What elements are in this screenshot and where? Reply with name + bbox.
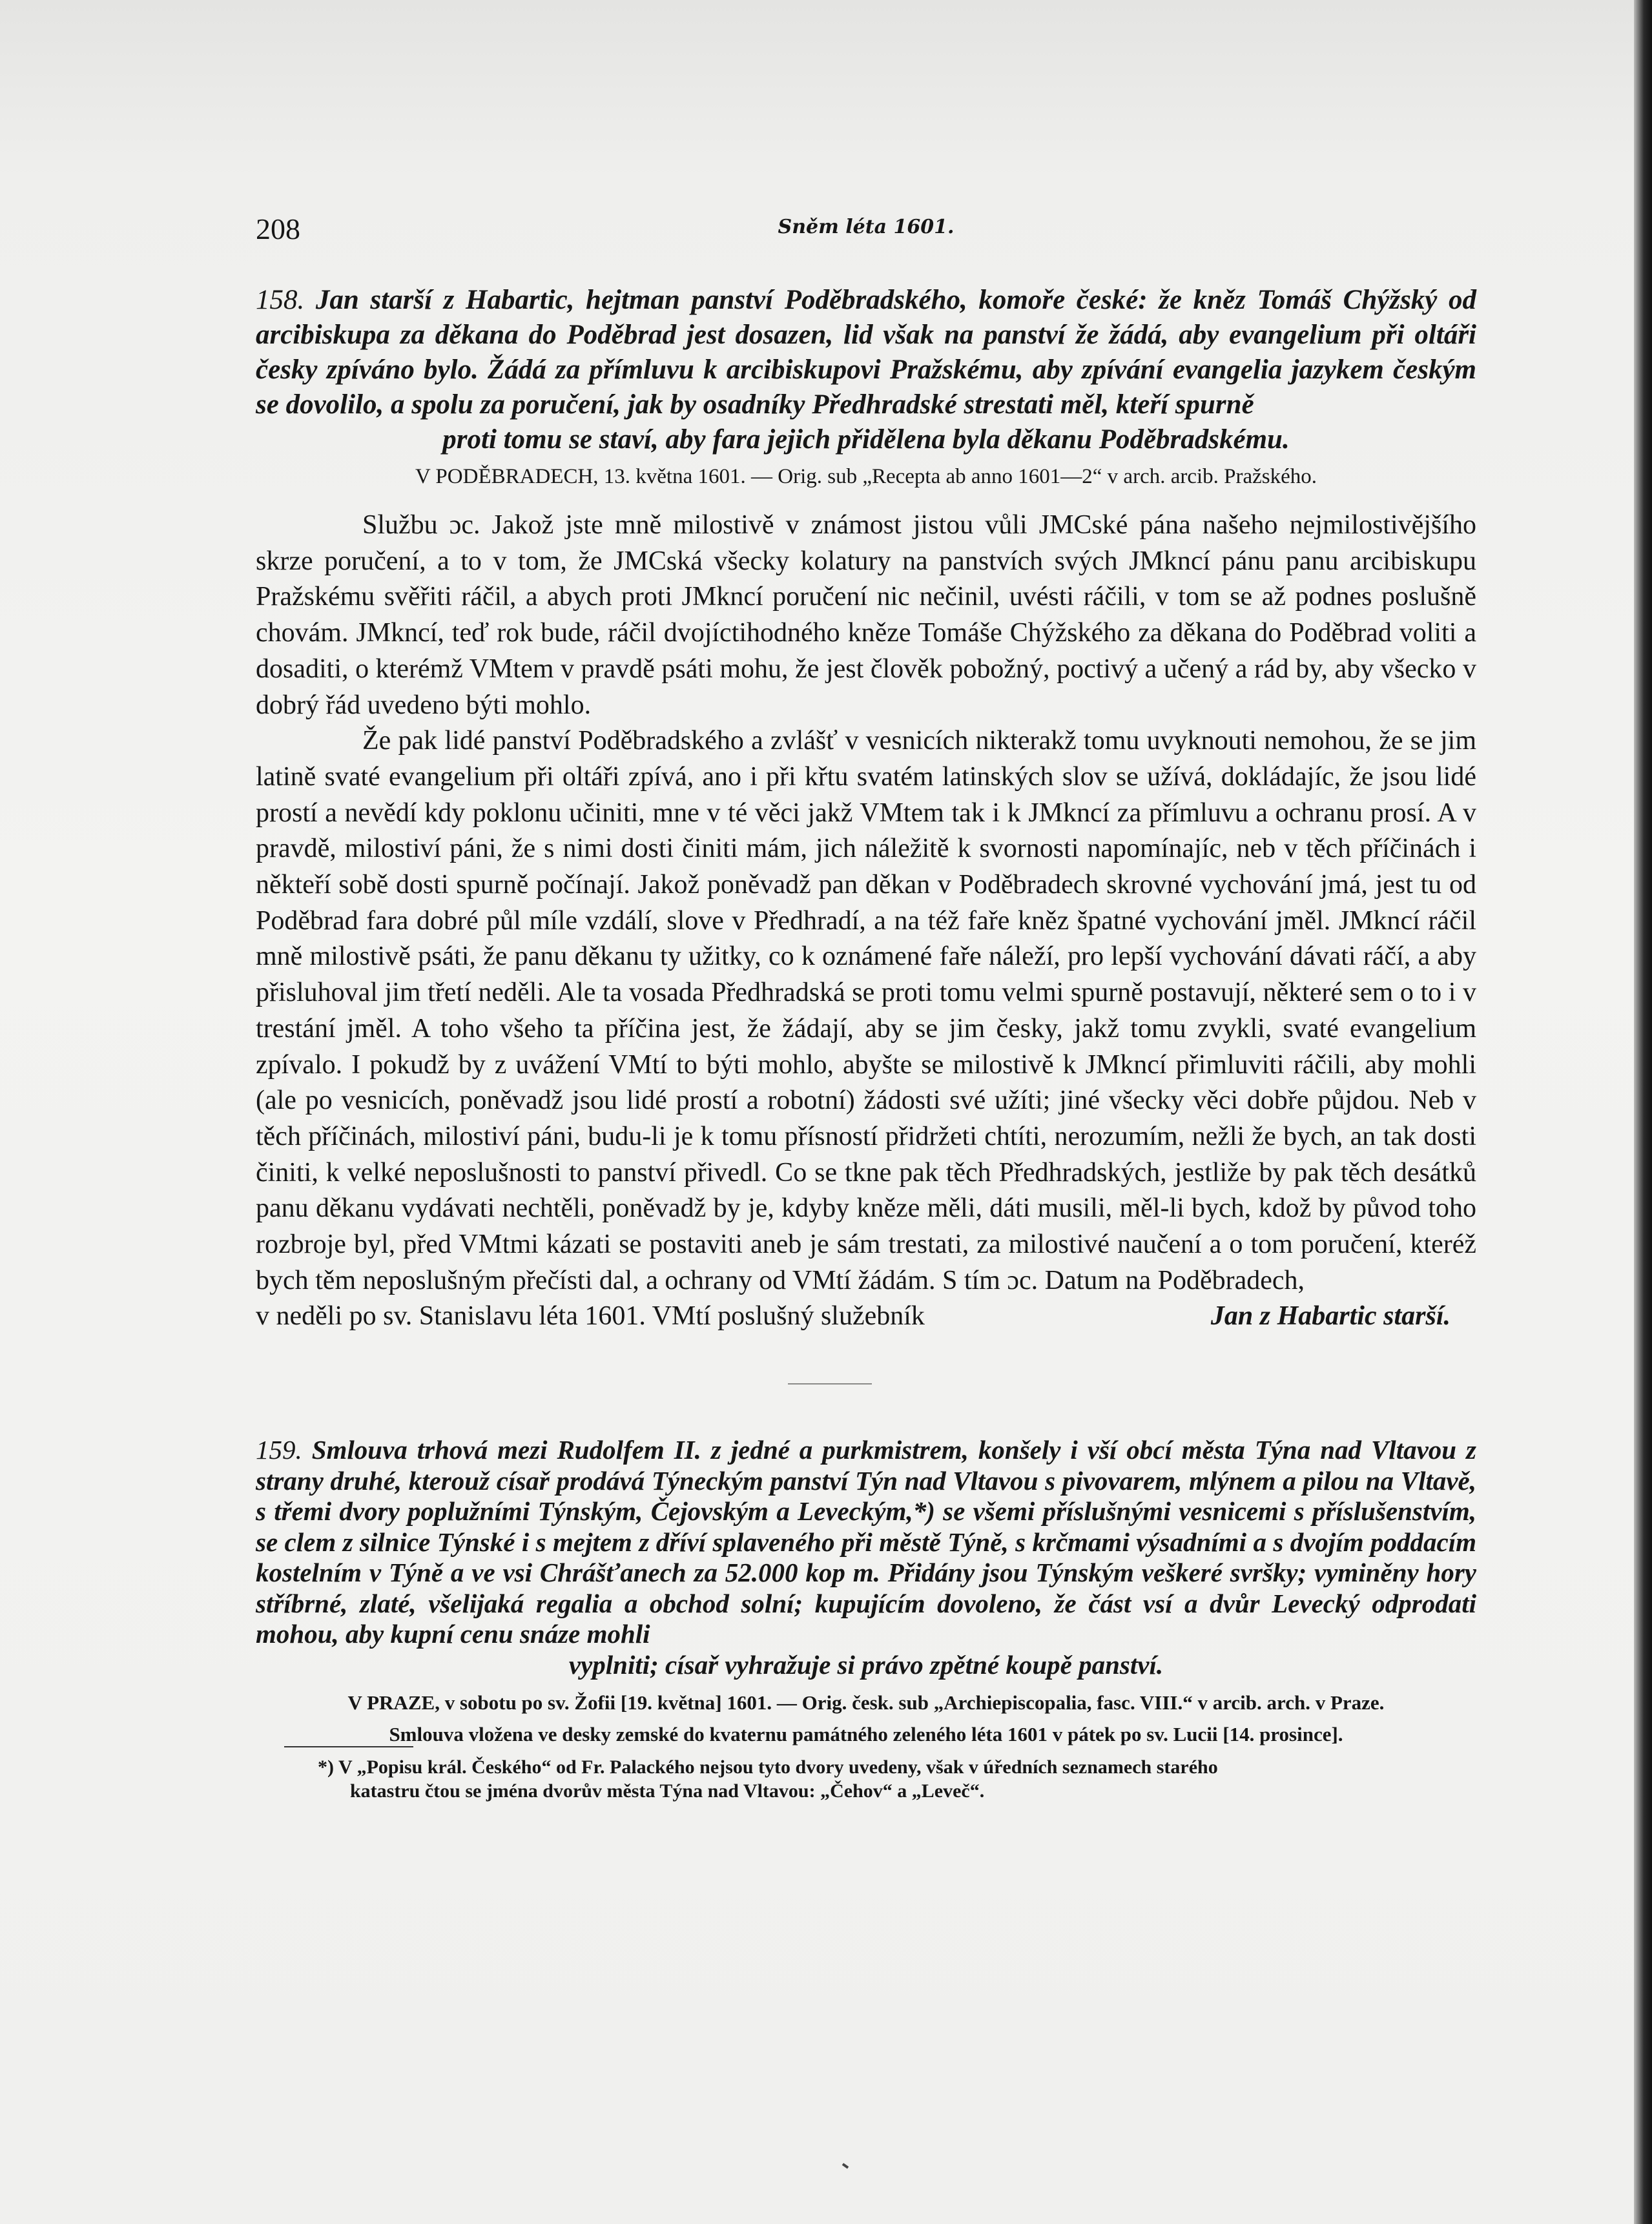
document-158-closing-row xyxy=(256,1299,1476,1335)
document-159-source-line-2: Smlouva vložena ve desky zemské do kvaternu památného zeleného léta 1601 v pátek po sv. Lucii [14. prosince]. xyxy=(389,1723,1343,1745)
document-159-source-line-1: V PRAZE, v sobotu po sv. Žofii [19. května] 1601. — Orig. česk. sub „Archiepiscopalia, fasc. VIII.“ v arcib. arch. v Praze. xyxy=(347,1691,1385,1714)
footnote xyxy=(318,1755,1480,1803)
running-title: Sněm léta 1601. xyxy=(778,216,955,238)
page-header xyxy=(256,212,1476,251)
page-number: 208 xyxy=(256,212,300,245)
scan-speck xyxy=(842,2163,849,2168)
document-158 xyxy=(256,283,1476,1335)
document-158-body xyxy=(256,508,1476,1335)
document-158-number: 158. xyxy=(256,285,305,315)
document-159-rubric-last-line: vyplniti; císař vyhražuje si právo zpětné koupě panství. xyxy=(568,1649,1164,1680)
footnote-line-2: katastru čtou se jména dvorův města Týna nad Vltavou: „Čehov“ a „Leveč“. xyxy=(350,1780,985,1802)
document-158-rubric-text: Jan starší z Habartic, hejtman panství Poděbradského, komoře české: že kněz Tomáš Chýžský od arcibiskupa za děkana do Poděbrad jest dosazen, lid však na panství že žádá, aby evangelium při oltáři česky zpíváno bylo. Žádá za přímluvu k arcibiskupovi Pražskému, aby zpívání evangelia jazykem českým se dovolilo, a spolu za poručení, jak by osadníky Předhradské strestati měl, kteří spurně xyxy=(256,285,1477,420)
section-divider xyxy=(788,1383,872,1385)
document-159-source xyxy=(256,1687,1476,1750)
document-158-paragraph-1: Službu ɔc. Jakož jste mně milostivě v známost jistou vůli JMCské pána našeho nejmilostivějšího skrze poručení, a to v tom, že JMCská všecky kolatury na panstvích svých JMkncí pánu panu arcibiskupu Pražskému svěřiti ráčil, a abych proti JMkncí poručení nic nečinil, uvésti ráčili, v tom se až podnes poslušně chovám. JMkncí, teď rok bude, ráčil dvojíctihodného kněze Tomáše Chýžského za děkana do Poděbrad voliti a dosaditi, o kterémž VMtem v pravdě psáti mohu, že jest člověk pobožný, poctivý a učený a rád by, aby všecko v dobrý řád uvedeno býti mohlo. xyxy=(256,510,1476,720)
document-158-paragraph-2: Že pak lidé panství Poděbradského a zvlášť v vesnicích nikterakž tomu uvyknouti nemohou, že se jim latině svaté evangelium při oltáři zpívá, ano i při křtu svatém latinských slov se užívá, dokládajíc, že jsou lidé prostí a nevědí kdy poklonu učiniti, mne v té věci jakž VMtem tak i k JMkncí za přímluvu a ochranu prosí. A v pravdě, milostiví páni, že s nimi dosti činiti mám, jich náležitě k svornosti napomínajíc, neb v těch příčinách i někteří sobě dosti spurně počínají. Jakož poněvadž pan děkan v Poděbradech skrovné vychování jmá, jest tu od Poděbrad fara dobré půl míle vzdálí, slove v Předhradí, a na též faře kněz špatné vychování jměl. JMkncí ráčil mně milostivě psáti, že panu děkanu ty užitky, co k oznámené faře náleží, pro lepší vychování dávati ráčí, a aby přisluhoval jim třetí neděli. Ale ta vosada Předhradská se proti tomu velmi spurně postavují, některé sem o to i v trestání jměl. A toho všeho ta příčina jest, že žádají, aby se jim česky, jakž tomu zvykli, svaté evangelium zpívalo. I pokudž by z uvážení VMtí to býti mohlo, abyšte se milostivě k JMkncí přimluviti ráčili, aby mohli (ale po vesnicích, poněvadž jsou lidé prostí a robotní) žádosti své užíti; jiné všecky věci dobře půjdou. Neb v těch příčinách, milostiví páni, budu-li je k tomu přísností přidržeti chtíti, nerozumím, nežli že bych, an tak dosti činiti, k velké neposlušnosti to panství přivedl. Co se tkne pak těch Předhradských, jestliže by pak těch desátků panu děkanu vydávati nechtěli, poněvadž by je, kdyby kněze měli, dáti musili, měl-li bych, kdož by původ toho rozbroje byl, před VMtmi kázati se postaviti aneb je sám trestati, za milostivé naučení a o tom poručení, kteréž bych těm neposlušným přečísti dal, a ochrany od VMtí žádám. S tím ɔc. Datum na Poděbradech, xyxy=(256,726,1476,1295)
document-159-rubric xyxy=(256,1435,1476,1680)
document-158-rubric xyxy=(256,283,1476,457)
document-159-number: 159. xyxy=(256,1435,302,1465)
footnote-line-1: *) V „Popisu král. Českého“ od Fr. Palackého nejsou tyto dvory uvedeny, však v úředních seznamech starého xyxy=(318,1756,1218,1778)
footnote-rule xyxy=(284,1746,413,1747)
document-158-signature: Jan z Habartic starší. xyxy=(1210,1301,1451,1332)
scan-edge-shadow xyxy=(1634,0,1652,2224)
document-158-rubric-last-line: proti tomu se staví, aby fara jejich přidělena byla děkanu Poděbradskému. xyxy=(442,424,1290,455)
document-158-closing: v neděli po sv. Stanislavu léta 1601. VMtí poslušný služebník xyxy=(256,1301,925,1332)
document-158-source: V PODĚBRADECH, 13. května 1601. — Orig. sub „Recepta ab anno 1601—2“ v arch. arcib. Pražského. xyxy=(415,465,1317,488)
document-159-rubric-text: Smlouva trhová mezi Rudolfem II. z jedné a purkmistrem, konšely i vší obcí města Týna nad Vltavou z strany druhé, kterouž císař prodává Týneckým panství Týn nad Vltavou s pivovarem, mlýnem a pilou na Vltavě, s třemi dvory poplužními Týnským, Čejovským a Leveckým,*) se všemi příslušnými vesnicemi s příslušenstvím, se clem z silnice Týnské i s mejtem z dříví splaveného při městě Týně, s krčmami výsadními a s dvojím poddacím kostelním v Týně a ve vsi Chrášťanech za 52.000 kop m. Přidány jsou Týnským veškeré svršky; vyminěny hory stříbrné, zlaté, všelijaká regalia a obchod solní; kupujícím dovoleno, že část vsí a dvůr Levecký odprodati mohou, aby kupní cenu snáze mohli xyxy=(256,1435,1476,1649)
document-159 xyxy=(256,1435,1476,1750)
